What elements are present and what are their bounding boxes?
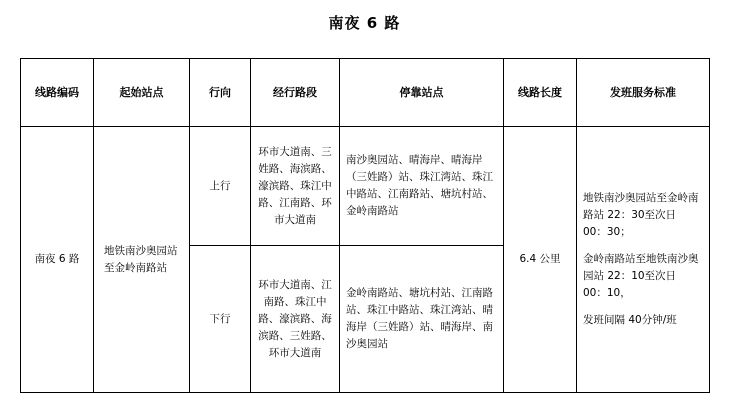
- route-length: 6.4 公里: [519, 253, 561, 265]
- header-stops: 停靠站点: [340, 59, 504, 127]
- header-direction: 行向: [190, 59, 251, 127]
- stops-down-cell: [340, 246, 504, 393]
- route-table: [20, 58, 710, 393]
- length-cell: [504, 127, 577, 393]
- table-row-up: [21, 127, 710, 246]
- start-end: 地铁南沙奥园站至金岭南路站: [104, 244, 178, 274]
- header-start-end: 起始站点: [94, 59, 190, 127]
- header-code: 线路编码: [21, 59, 94, 127]
- page-title: 南夜 6 路: [328, 14, 401, 32]
- service-down-time: 金岭南路站至地铁南沙奥园站 22：10至次日 00：10，: [583, 253, 699, 299]
- stops-up: 南沙奥园站、晴海岸、晴海岸（三姓路）站、珠江湾站、珠江中路站、江南路站、塘坑村站、金岭南路站: [346, 154, 493, 217]
- service-interval: 发班间隔 40分钟/班: [583, 314, 677, 326]
- direction-up-cell: [190, 127, 251, 246]
- roads-up: 环市大道南、三姓路、海滨路、濠滨路、珠江中路、江南路、环市大道南: [258, 145, 332, 226]
- route-code-cell: [21, 127, 94, 393]
- header-roads: 经行路段: [251, 59, 340, 127]
- stops-down: 金岭南路站、塘坑村站、江南路站、珠江中路站、珠江湾站、晴海岸（三姓路）站、晴海岸、南沙奥园站: [346, 287, 493, 350]
- direction-up: 上行: [209, 179, 231, 192]
- direction-down: 下行: [209, 312, 231, 325]
- roads-down: 环市大道南、江南路、珠江中路、濠滨路、海滨路、三姓路、环市大道南: [258, 278, 332, 359]
- direction-down-cell: [190, 246, 251, 393]
- service-up-time: 地铁南沙奥园站至金岭南路站 22：30至次日 00：30；: [583, 192, 699, 238]
- header-row: [21, 59, 710, 127]
- service-cell: [577, 127, 710, 393]
- roads-down-cell: [251, 246, 340, 393]
- roads-up-cell: [251, 127, 340, 246]
- start-end-cell: [94, 127, 190, 393]
- header-length: 线路长度: [504, 59, 577, 127]
- route-code: 南夜 6 路: [34, 253, 80, 265]
- stops-up-cell: [340, 127, 504, 246]
- header-service: 发班服务标准: [577, 59, 710, 127]
